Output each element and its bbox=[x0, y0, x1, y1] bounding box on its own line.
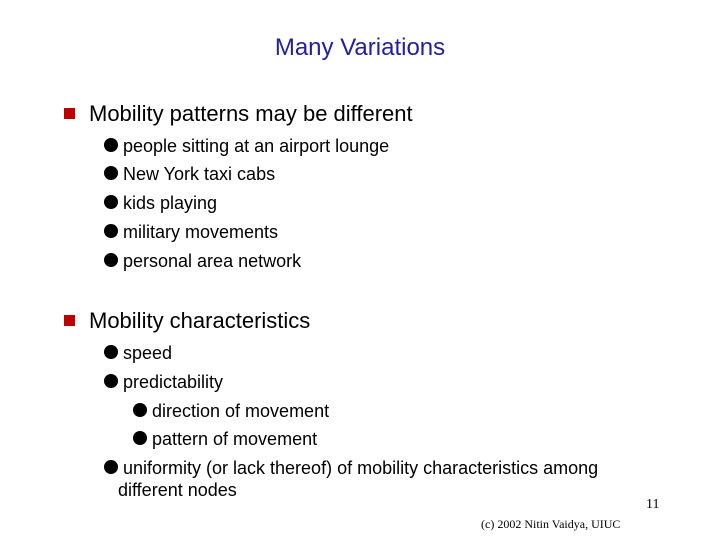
square-bullet-icon bbox=[64, 315, 75, 326]
bullet-dot-icon bbox=[133, 431, 147, 445]
bullet-dot-icon bbox=[104, 253, 118, 267]
bullet-dot-icon bbox=[133, 403, 147, 417]
page-number: 11 bbox=[646, 497, 660, 512]
list-item-continuation: different nodes bbox=[118, 480, 237, 500]
bullet-dot-icon bbox=[104, 460, 118, 474]
bullet-dot-icon bbox=[104, 224, 118, 238]
bullet-dot-icon bbox=[104, 138, 118, 152]
square-bullet-icon bbox=[64, 108, 75, 119]
footer-copyright: (c) 2002 Nitin Vaidya, UIUC bbox=[481, 517, 621, 531]
bullet-dot-icon bbox=[104, 345, 118, 359]
bullet-dot-icon bbox=[104, 374, 118, 388]
bullet-dot-icon bbox=[104, 195, 118, 209]
slide-title: Many Variations bbox=[274, 34, 446, 61]
bullet-dot-icon bbox=[104, 166, 118, 180]
